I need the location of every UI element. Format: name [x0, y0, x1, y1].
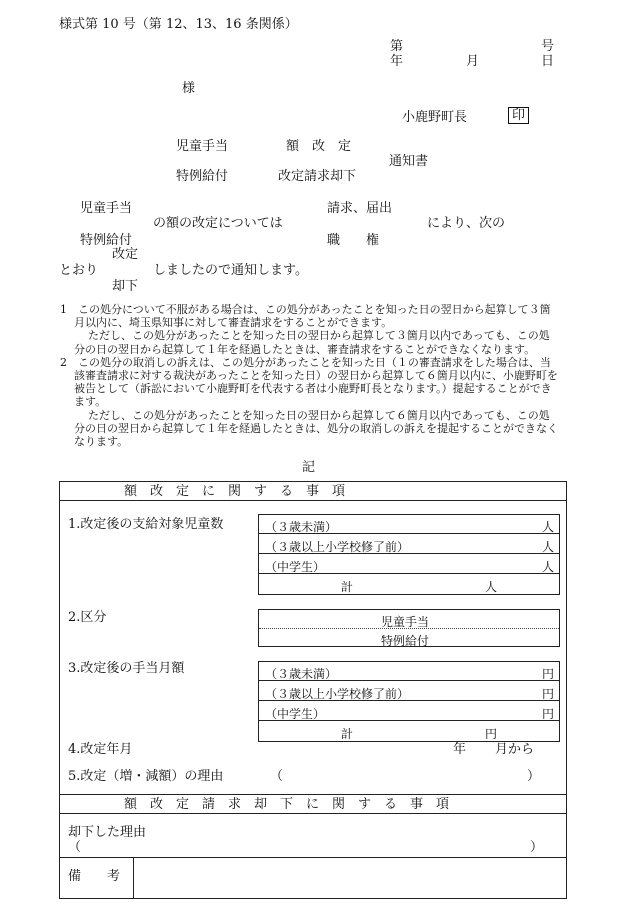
- item5-label: 5.改定（増・減額）の理由: [68, 769, 224, 784]
- body-ex-officio: 職 権: [327, 233, 380, 248]
- item2-option-row: [259, 629, 559, 647]
- title-revision-rejected: 改定請求却下: [278, 169, 357, 184]
- reject-paren-open: （: [68, 840, 82, 855]
- body-as-follows: とおり: [59, 263, 99, 278]
- title-special-benefit: 特例給付: [176, 169, 229, 184]
- divider: [59, 857, 567, 858]
- legal-notes: [60, 303, 560, 448]
- divider: [133, 857, 134, 899]
- item3-monthly-amount-box: [258, 661, 560, 742]
- item4-month-from: 月から: [495, 742, 535, 757]
- number-suffix: 号: [541, 39, 555, 54]
- item3-row-label: （３歳以上小学校修了前）: [265, 687, 410, 701]
- item1-row-unit: 人: [541, 560, 554, 574]
- reject-paren-close: ）: [530, 840, 544, 855]
- item1-total-label: 計: [341, 580, 354, 594]
- title-amount-revision: 額 改 定: [286, 139, 352, 154]
- date-day: 日: [541, 54, 555, 69]
- item1-row: [259, 555, 559, 574]
- body-child-allowance: 児童手当: [80, 201, 133, 216]
- body-reject: 却下: [112, 279, 139, 294]
- item3-row-unit: 円: [541, 707, 554, 721]
- item1-row-label: （中学生）: [265, 560, 326, 574]
- item1-row-unit: 人: [541, 520, 554, 534]
- item2-option-row: [259, 610, 559, 629]
- note-2: 2 この処分の取消しの訴えは、この処分があったことを知った日（１の審査請求をした場合は、当該審査請求に対する裁決があったことを知った日）の翌日から起算して６箇月以内に、小鹿野町を被告として（訴訟において小鹿野町を代表する者は小鹿野町長となります。）提起することができます。: [60, 355, 558, 409]
- body-revise: 改定: [112, 247, 139, 262]
- seal-stamp: 印: [508, 107, 529, 124]
- item1-total-unit: 人: [485, 580, 498, 594]
- body-amount-revision: の額の改定については: [153, 216, 283, 231]
- divider: [59, 500, 567, 501]
- number-prefix: 第: [390, 39, 404, 54]
- item1-label: 1.改定後の支給対象児童数: [68, 517, 224, 532]
- item3-total-unit: 円: [485, 727, 498, 741]
- item3-row-label: （３歳未満）: [265, 667, 338, 681]
- section1-header: 額 改 定 に 関 す る 事 項: [124, 484, 346, 499]
- title-notice: 通知書: [389, 154, 429, 169]
- item3-row-unit: 円: [541, 687, 554, 701]
- item2-option-special-benefit: 特例給付: [381, 634, 430, 648]
- ki-heading: 記: [302, 460, 316, 475]
- item3-row: [259, 662, 559, 681]
- item2-option-child-allowance: 児童手当: [381, 615, 430, 629]
- item1-total-row: [259, 575, 559, 593]
- item1-row: [259, 515, 559, 534]
- addressee-suffix: 様: [182, 81, 196, 96]
- item3-total-label: 計: [341, 727, 354, 741]
- item4-label: 4.改定年月: [68, 742, 133, 757]
- item3-row: [259, 702, 559, 721]
- item1-row-label: （３歳未満）: [265, 520, 338, 534]
- body-tail: により、次の: [427, 216, 506, 231]
- note-1: 1 この処分について不服がある場合は、この処分があったことを知った日の翌日から起算して３箇月以内に、埼玉県知事に対して審査請求をすることができます。: [60, 303, 551, 330]
- divider: [59, 794, 567, 795]
- item3-row: [259, 682, 559, 701]
- item3-row-label: （中学生）: [265, 707, 326, 721]
- item1-row-unit: 人: [541, 540, 554, 554]
- item4-year: 年: [453, 742, 467, 757]
- date-month: 月: [466, 54, 480, 69]
- form-number: 様式第 10 号（第 12、13、16 条関係）: [59, 17, 298, 32]
- item3-row-unit: 円: [541, 667, 554, 681]
- body-closing: しましたので通知します。: [153, 263, 308, 278]
- issuer-name: 小鹿野町長: [402, 110, 468, 125]
- reject-reason-label: 却下した理由: [68, 825, 147, 840]
- note-1-proviso: ただし、この処分があったことを知った日の翌日から起算して３箇月以内であっても、この処分の日の翌日から起算して１年を経過したときは、審査請求をすることができなくなります。: [74, 329, 550, 356]
- item1-child-count-box: [258, 514, 560, 595]
- divider: [59, 813, 567, 814]
- item2-label: 2.区分: [68, 610, 107, 625]
- item3-total-row: [259, 722, 559, 740]
- item1-row-label: （３歳以上小学校修了前）: [265, 540, 410, 554]
- body-request: 請求、届出: [327, 201, 393, 216]
- item3-label: 3.改定後の手当月額: [68, 661, 185, 676]
- note-2-proviso: ただし、この処分があったことを知った日の翌日から起算して６箇月以内であっても、この処分の日の翌日から起算して１年を経過したときは、処分の取消しの訴えを提起することができなくなります。: [74, 408, 558, 449]
- section2-header: 額 改 定 請 求 却 下 に 関 す る 事 項: [124, 797, 450, 812]
- body-special-benefit: 特例給付: [80, 233, 133, 248]
- item1-row: [259, 535, 559, 554]
- title-child-allowance: 児童手当: [176, 139, 229, 154]
- item2-category-box: [258, 609, 560, 647]
- remarks-label: 備 考: [68, 869, 121, 884]
- date-year: 年: [390, 54, 404, 69]
- item5-paren-open: （: [270, 769, 284, 784]
- item5-paren-close: ）: [527, 769, 541, 784]
